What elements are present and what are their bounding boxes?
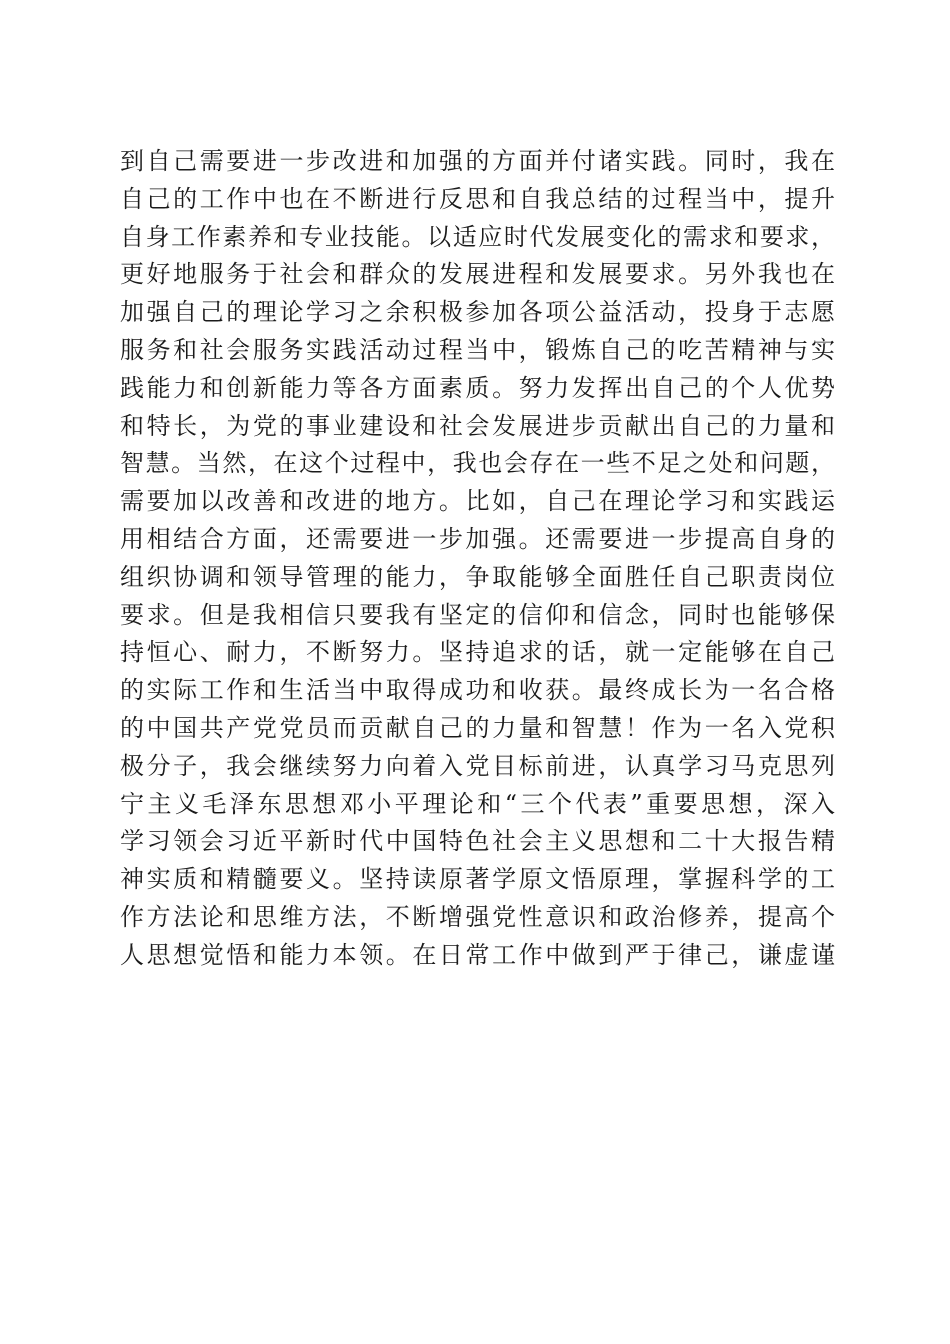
text-line: 神实质和精髓要义。坚持读原著学原文悟原理，掌握科学的工 (120, 865, 835, 894)
text-line: 人思想觉悟和能力本领。在日常工作中做到严于律己，谦虚谨 (120, 940, 835, 969)
text-line: 自己的工作中也在不断进行反思和自我总结的过程当中，提升 (120, 184, 835, 213)
text-line: 和特长，为党的事业建设和社会发展进步贡献出自己的力量和 (120, 411, 835, 440)
text-line: 要求。但是我相信只要我有坚定的信仰和信念，同时也能够保 (120, 600, 835, 629)
text-line: 组织协调和领导管理的能力，争取能够全面胜任自己职责岗位 (120, 562, 835, 591)
text-line: 需要加以改善和改进的地方。比如，自己在理论学习和实践运 (120, 487, 835, 516)
text-line: 的中国共产党党员而贡献自己的力量和智慧！作为一名入党积 (120, 713, 835, 742)
text-line: 用相结合方面，还需要进一步加强。还需要进一步提高自身的 (120, 524, 835, 553)
text-line: 极分子，我会继续努力向着入党目标前进，认真学习马克思列 (120, 751, 835, 780)
text-line: 加强自己的理论学习之余积极参加各项公益活动，投身于志愿 (120, 298, 835, 327)
text-line: 持恒心、耐力，不断努力。坚持追求的话，就一定能够在自己 (120, 638, 835, 667)
text-line: 作方法论和思维方法，不断增强党性意识和政治修养，提高个 (120, 902, 835, 931)
text-line: 宁主义毛泽东思想邓小平理论和“三个代表”重要思想，深入 (120, 789, 835, 818)
text-line: 到自己需要进一步改进和加强的方面并付诸实践。同时，我在 (120, 147, 835, 175)
text-line: 智慧。当然，在这个过程中，我也会存在一些不足之处和问题， (120, 449, 835, 478)
text-line: 践能力和创新能力等各方面素质。努力发挥出自己的个人优势 (120, 373, 835, 402)
body-paragraph (120, 143, 835, 975)
text-line: 自身工作素养和专业技能。以适应时代发展变化的需求和要求， (120, 222, 835, 251)
text-line: 的实际工作和生活当中取得成功和收获。最终成长为一名合格 (120, 676, 835, 705)
text-line: 更好地服务于社会和群众的发展进程和发展要求。另外我也在 (120, 260, 835, 289)
text-line: 学习领会习近平新时代中国特色社会主义思想和二十大报告精 (120, 827, 835, 856)
text-line: 服务和社会服务实践活动过程当中，锻炼自己的吃苦精神与实 (120, 335, 835, 364)
